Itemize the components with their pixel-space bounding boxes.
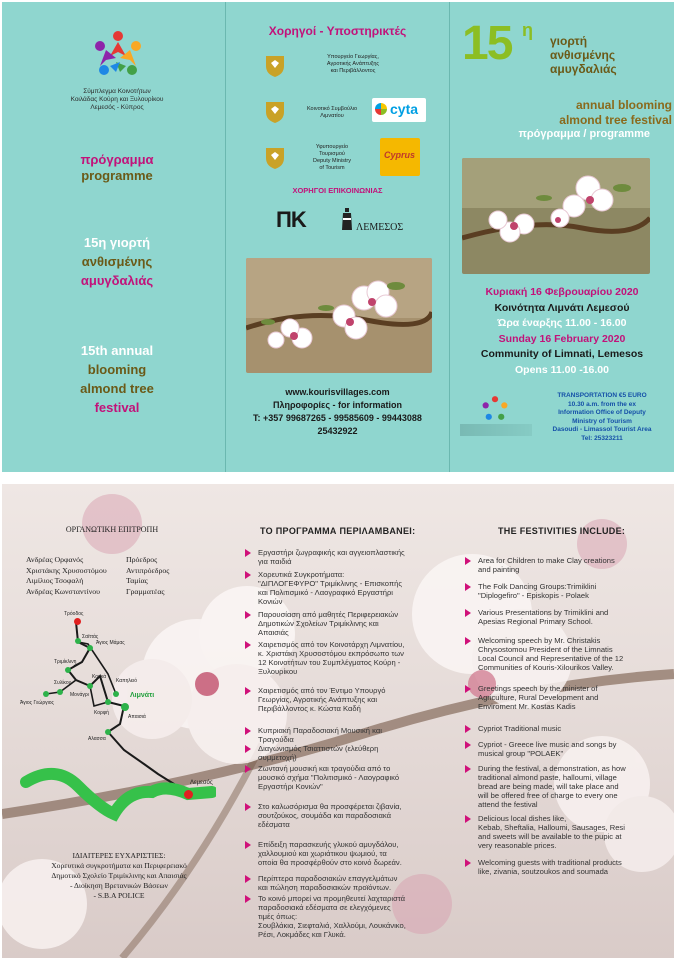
programme-item-line: will be offered free of charge to every one	[478, 791, 618, 800]
sponsor-limnati-council	[292, 106, 372, 120]
map-label-limnati: Λιμνάτι	[130, 692, 155, 699]
map-label: Μονάγρι	[70, 692, 89, 698]
programme-item	[258, 548, 446, 566]
event-date-gr: Κυριακή 16 Φεβρουαρίου 2020	[485, 286, 639, 298]
right-title-en-1: annual blooming	[576, 98, 672, 112]
festival-number-suffix: η	[522, 20, 533, 40]
sponsor1-line3: και Περιβάλλοντος	[330, 68, 376, 74]
programme-item	[478, 724, 668, 733]
programme-item	[478, 740, 668, 758]
programme-item	[478, 636, 668, 672]
map-marker-lemesos	[184, 790, 193, 799]
programme-item-line: Ξυλουρίκου	[258, 667, 298, 676]
fest-en-line-1: 15th annual	[80, 343, 154, 358]
cyta-wordmark: cyta	[390, 101, 419, 117]
programme-item-line: bread are being made, will take place and	[478, 782, 619, 791]
programme-item-line: σουτζούκος, σουμάδα και παραδοσιακά	[258, 811, 391, 820]
programme-item-line: attend the festival	[478, 800, 538, 809]
telephone-numbers: T: +357 99687265 - 99585609 - 99443088	[253, 413, 422, 423]
programme-item-line: Δημοτικών Σχολείων Τριμίκλινης και	[258, 619, 379, 628]
programme-item	[478, 556, 668, 574]
programme-item-line: Cypriot Traditional music	[478, 724, 562, 733]
cyta-logo	[372, 98, 426, 122]
org-line-2: Κοιλάδας Κούρη και Ξυλουρίκου	[70, 96, 164, 103]
programme-item	[258, 764, 446, 791]
transport-line-6: Tel: 25323211	[581, 434, 623, 442]
media-sponsors-title: ΧΟΡΗΓΟΙ ΕΠΙΚΟΙΝΩΝΙΑΣ	[292, 186, 383, 195]
programme-item-line: Kebab, Sheftalia, Halloumi, Sausages, Resi	[478, 823, 625, 832]
programme-item-line: Delicious local dishes like,	[478, 814, 567, 823]
sponsor1-line1: Υπουργείο Γεωργίας,	[327, 54, 379, 60]
right-title-gr-2: ανθισμένης	[550, 48, 616, 62]
programme-item-line: Χαιρετισμός από τον Έντιμο Υπουργό	[258, 686, 386, 695]
programme-item-line: Communities of Kouris-Xilourikos Valley.	[478, 663, 614, 672]
map-label: Απαισιά	[128, 714, 146, 720]
sponsor1-line2: Αγροτικής Ανάπτυξης	[326, 61, 380, 67]
programme-item-line: και Πολιτισμικό - Λαογραφικό Εργαστήρι	[258, 588, 393, 597]
map-dot	[105, 699, 111, 705]
deputy-ministry-emblem-icon	[264, 146, 286, 170]
almond-blossom-photo-right	[462, 158, 650, 274]
programme-item-line: and sweets will be available to the pupic at	[478, 832, 622, 841]
programme-item-line: Enviroment Mr. Kostas Kadis	[478, 702, 576, 711]
event-place-gr: Κοινότητα Λιμνάτι Λεμεσού	[494, 301, 630, 314]
map-dot	[87, 645, 93, 651]
programme-item	[258, 640, 446, 676]
event-time-en: Opens 11.00 -16.00	[515, 363, 609, 376]
programme-item-line: παραδοσιακά εδέσματα σε ελεγχόμενες	[258, 903, 391, 912]
programme-item-line: Area for Children to make Clay creations	[478, 556, 615, 565]
programme-item-line: Chrysostomou President of the Limnatis	[478, 645, 613, 654]
programme-item-line: The Folk Dancing Groups:Trimiklini	[478, 582, 597, 591]
sponsor3-line4: of Tourism	[319, 165, 345, 171]
right-title-en	[450, 98, 672, 128]
sponsors-title: Χορηγοί - Υποστηρικτές	[268, 24, 407, 38]
right-title-gr	[550, 34, 670, 76]
fest-gr-line-1: 15η γιορτή	[83, 235, 151, 250]
programme-item-line: "Diplogefiro" - Episkopis - Polaek	[478, 591, 589, 600]
programme-item-line: συμμετοχή)	[258, 753, 297, 762]
festival-title-gr	[42, 233, 192, 290]
sponsor3-line2: Τουρισμού	[319, 151, 345, 157]
programme-item-line: Various Presentations by Trimiklini and	[478, 608, 609, 617]
sponsor3-line3: Deputy Ministry	[313, 158, 351, 164]
programme-item-line: Διαγωνισμός Τσιαττιστών (ελεύθερη	[258, 744, 379, 753]
organisation-logo-small-icon	[480, 394, 510, 422]
programme-item	[258, 726, 446, 744]
programme-item-line: τιμές όπως:	[258, 912, 298, 921]
programme-heading	[42, 152, 192, 184]
route-map-lines	[16, 614, 216, 834]
org-line-1: Σύμπλεγμα Κοινοτήτων	[83, 88, 151, 95]
programme-item	[258, 894, 446, 939]
limnati-council-emblem-icon	[264, 100, 286, 124]
map-label: Κορφή	[94, 710, 109, 716]
cyprus-coat-of-arms-icon	[264, 54, 286, 78]
map-dot	[105, 729, 111, 735]
programme-item	[258, 802, 446, 829]
programme-item-line: Το κοινό μπορεί να προμηθευτεί λαχταριστά	[258, 894, 406, 903]
transport-line-4: Ministry of Tourism	[572, 417, 632, 425]
brochure-front-side	[2, 2, 674, 472]
media-sponsor-lemesos-logo: ΛΕΜΕΣΟΣ	[356, 222, 404, 233]
programme-item-line: Γεωργίας, Αγροτικής Ανάπτυξης και	[258, 695, 378, 704]
thanks-line-2: Δημοτικό Σχολείο Τριμίκλινης και Απαισιάς	[51, 871, 187, 880]
cyprus-tourism-wordmark: Cyprus	[384, 150, 416, 160]
event-details	[450, 285, 674, 378]
fest-gr-line-2: ανθισμένης	[81, 254, 153, 269]
programme-item-line: Περιβάλλοντος κ. Κώστα Καδή	[258, 704, 361, 713]
sponsor2-line1: Κοινοτικό Συμβούλιο	[306, 106, 358, 112]
people-circle-logo-icon	[90, 26, 146, 80]
programme-item	[478, 608, 668, 626]
programme-item-line: During the festival, a demonstration, as how	[478, 764, 626, 773]
programme-item-line: Agriculture, Rural Development and	[478, 693, 599, 702]
programme-item	[478, 582, 668, 600]
fest-en-line-2: blooming	[87, 362, 147, 377]
thanks-line-3: - Διοίκηση Βρετανικών Βάσεων	[70, 881, 168, 890]
map-dot-limnati	[121, 703, 129, 711]
fold-line-right	[449, 2, 450, 472]
programme-item-line: για παιδιά	[258, 557, 292, 566]
programme-item	[258, 874, 446, 892]
programme-item-line: like, zivania, soutzoukos and soumada	[478, 867, 609, 876]
programme-item	[478, 814, 668, 850]
map-marker-troodos	[74, 618, 81, 625]
committee-name-4: Ανδρέας Κωνσταντίνου	[26, 586, 100, 596]
programme-item-line: "ΔΙΠΛΟΓΕΦΥΡΟ" Τριμίκλινης - Επισκοπής	[258, 579, 402, 588]
programme-item	[478, 764, 668, 809]
programme-item-line: Επίδειξη παρασκευής γλυκού αμυγδάλου,	[258, 840, 399, 849]
transport-line-1: TRANSPORTATION €5 EURO	[557, 392, 647, 399]
organisation-name	[52, 88, 182, 112]
route-map	[16, 611, 216, 834]
map-label: Άγιος Μάμας	[96, 640, 125, 646]
committee-roles	[126, 555, 169, 597]
programme-item-line: 12 Κοινοτήτων του Συμπλέγματος Κούρη -	[258, 658, 401, 667]
festival-title-en	[42, 341, 192, 417]
programme-item-line: Ρέσι, Λοκμάδες και Γλυκά.	[258, 930, 346, 939]
sponsor2-line2: Λιμνατίου	[320, 113, 344, 119]
programme-item-line: Εργαστήρι ζωγραφικής και αγγειοπλαστικής	[258, 548, 405, 557]
programme-item-line: οποία θα προσφέρθούν στο κοινό δωρεάν.	[258, 858, 402, 867]
programme-en: programme	[81, 168, 153, 183]
programme-item-line: κ. Χριστάκη Χρυσοστόμου εκπρόσωπο των	[258, 649, 404, 658]
programme-item-line: Cypriot - Greece live music and songs by	[478, 740, 617, 749]
programme-item-line: Εργαστήρι Κονιών"	[258, 782, 323, 791]
map-label-lemesos: Λεμεσός	[190, 780, 213, 786]
cyprus-tourism-logo	[380, 138, 420, 176]
event-place-en: Community of Limnati, Lemesos	[480, 348, 644, 360]
festival-number: 15	[462, 17, 512, 70]
programme-en-title: THE FESTIVITIES INCLUDE:	[498, 526, 626, 536]
programme-item-line: Κονιών	[258, 597, 283, 606]
sponsor3-line1: Υφυπουργείο	[315, 144, 349, 150]
map-dot	[57, 689, 63, 695]
programme-item-line: Στο καλωσόρισμα θα προσφέρεται ζιβανία,	[258, 802, 402, 811]
special-thanks	[24, 851, 214, 901]
programme-item	[258, 840, 446, 867]
programme-item-line: εδέσματα	[258, 820, 290, 829]
fest-gr-line-3: αμυγδαλιάς	[80, 273, 154, 288]
programme-item-line: Κυπριακή Παραδοσιακή Μουσική και	[258, 726, 382, 735]
programme-item-line: Απαισιάς	[258, 628, 289, 637]
cyta-flower-icon	[375, 103, 387, 115]
programme-item-line: Apesias Regional Primary School.	[478, 617, 593, 626]
fest-en-line-4: festival	[94, 400, 140, 415]
right-title-gr-1: γιορτή	[550, 34, 588, 48]
map-dot	[75, 638, 81, 644]
organisation-caption-small	[460, 424, 532, 436]
map-dot	[43, 691, 49, 697]
programme-item-line: Περίπτερα παραδοσιακών επαγγελμάτων	[258, 874, 398, 883]
committee-name-2: Χριστάκης Χρυσοστόμου	[26, 565, 107, 575]
transportation-info	[532, 392, 672, 444]
transport-line-2: 10.30 a.m. from the ex	[568, 400, 636, 408]
committee-names	[26, 555, 107, 597]
programme-item-line: Παρουσίαση από μαθητές Περιφερειακών	[258, 610, 399, 619]
programme-gr: πρόγραμμα	[80, 152, 154, 167]
committee-role-2: Αντιπρόεδρος	[126, 565, 170, 575]
committee-title: ΟΡΓΑΝΩΤΙΚΗ ΕΠΙΤΡΟΠΗ	[65, 525, 159, 534]
programme-item-line: μουσικό σχήμα "Πολιτισμικό - Λαογραφικό	[258, 773, 400, 782]
map-label: Τρόοδος	[64, 611, 84, 617]
map-dot	[113, 691, 119, 697]
programme-item-line: Welcoming speech by Mr. Christakis	[478, 636, 601, 645]
committee-name-3: Λιμίλιος Τσοφαλή	[26, 576, 84, 586]
fest-en-line-3: almond tree	[80, 381, 154, 396]
brochure-inside	[2, 484, 674, 958]
map-label: Κουκά	[92, 674, 107, 680]
committee-role-3: Ταμίας	[126, 576, 148, 586]
programme-item	[258, 570, 446, 606]
programme-item	[258, 610, 446, 637]
programme-item	[258, 686, 446, 713]
transport-line-3: Information Office of Deputy	[558, 409, 646, 417]
map-label: Σαϊττάς	[82, 634, 99, 640]
committee-role-1: Πρόεδρος	[126, 555, 158, 564]
programme-item-line: χαλλουμιού και χωριάτικου ψωμιού, τα	[258, 849, 387, 858]
sponsor-ministry-agriculture	[298, 54, 408, 75]
map-label: Άγιος Γεώργιος	[20, 700, 54, 706]
programme-item-line: and painting	[478, 565, 520, 574]
transport-line-5: Dasoudi - Limassol Tourist Area	[552, 426, 652, 434]
event-time-gr: Ώρα έναρξης 11.00 - 16.00	[497, 317, 627, 329]
programme-item-line: Σουβλάκια, Σιεφταλιά, Χαλλούμι, Λουκάνικο,	[258, 921, 406, 930]
contact-info	[226, 386, 449, 438]
almond-blossom-photo	[246, 258, 432, 373]
sponsor-deputy-ministry-tourism	[292, 144, 372, 172]
programme-item-line: Ζωντανή μουσική και τραγούδια από το	[258, 764, 391, 773]
committee-role-4: Γραμματέας	[126, 586, 165, 596]
programme-item-line: Τραγούδια	[258, 735, 294, 744]
event-date-en: Sunday 16 February 2020	[498, 332, 626, 345]
info-label: Πληροφορίες - for information	[272, 400, 402, 410]
map-label: Καπηλειό	[116, 678, 138, 684]
programme-item	[478, 858, 668, 876]
programme-item-line: και πώληση παραδοσιακών προϊόντων.	[258, 883, 392, 892]
programme-item-line: Welcoming guests with traditional products	[478, 858, 622, 867]
programme-gr-title: ΤΟ ΠΡΟΓΡΑΜΜΑ ΠΕΡΙΛΑΜΒΑΝΕΙ:	[260, 526, 416, 536]
programme-item-line: Greetings speech by the minister of	[478, 684, 598, 693]
committee-name-1: Ανδρέας Ορφανός	[26, 555, 84, 564]
programme-item-line: traditional almond paste, halloumi, village	[478, 773, 617, 782]
thanks-line-4: - S.B.A POLICE	[93, 891, 145, 900]
telephone-number-2: 25432922	[317, 426, 358, 436]
map-dot	[65, 667, 71, 673]
thanks-line-1: Χορευτικά συγκροτήματα και Περιφερειακό	[51, 861, 187, 870]
programme-item	[478, 684, 668, 711]
map-dot	[87, 683, 93, 689]
programme-item-line: Local Council and Representative of the 12	[478, 654, 624, 663]
programme-item-line: Χαιρετισμός από τον Κοινοτάρχη Λιμνατίου,	[258, 640, 405, 649]
right-title-en-2: almond tree festival	[559, 113, 672, 127]
programme-item-line: musical group "POLAEK"	[478, 749, 564, 758]
programme-item	[258, 744, 446, 762]
map-label: Τριμίκλινη	[54, 659, 77, 665]
lighthouse-icon	[340, 208, 354, 232]
right-programme-label: πρόγραμμα / programme	[518, 128, 650, 140]
map-label: Αλασσα	[88, 736, 106, 742]
programme-item-line: Χορευτικά Συγκροτήματα:	[258, 570, 345, 579]
media-sponsor-pik-logo: ΠΚ	[276, 207, 306, 232]
programme-item-line: very reasonable prices.	[478, 841, 557, 850]
map-label: Συλίκου	[54, 680, 72, 686]
right-title-gr-3: αμυγδαλιάς	[550, 62, 617, 76]
thanks-title: ΙΔΙΑΙΤΕΡΕΣ ΕΥΧΑΡΙΣΤΙΕΣ:	[72, 851, 166, 860]
org-line-3: Λεμεσός - Κύπρος	[90, 104, 144, 111]
website-link[interactable]: www.kourisvillages.com	[285, 387, 390, 397]
